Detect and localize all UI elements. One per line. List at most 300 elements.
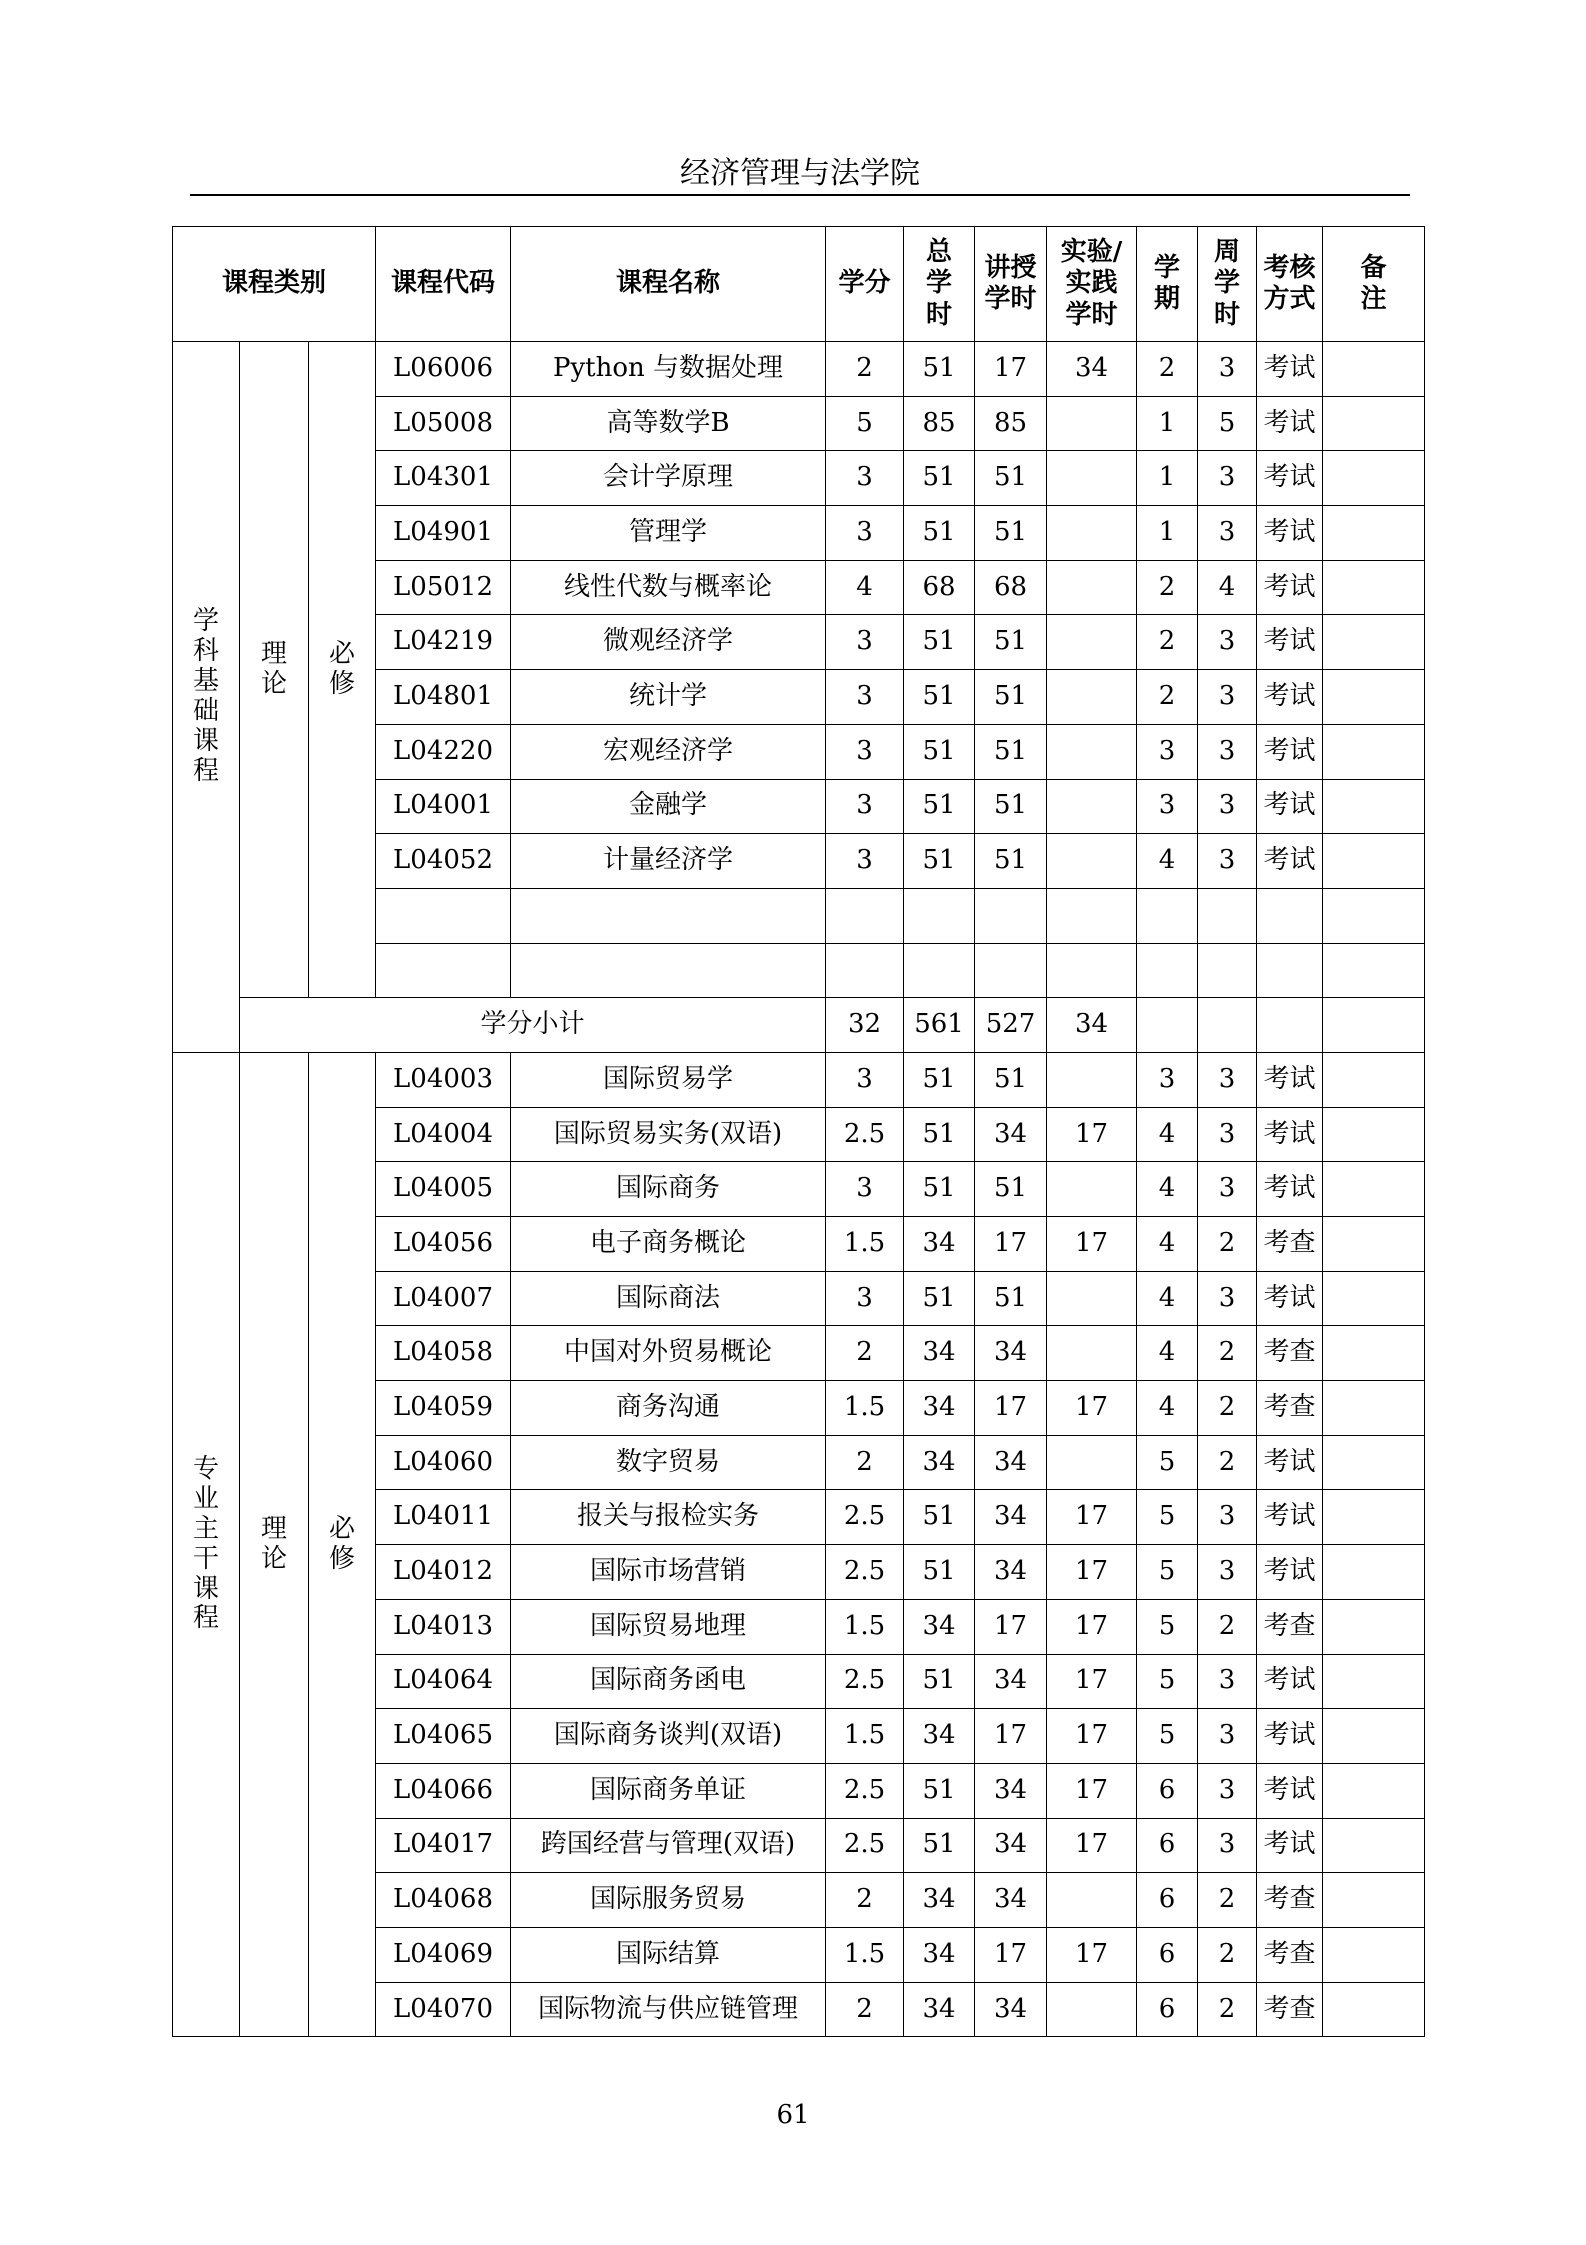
semester-cell: 3	[1137, 724, 1198, 779]
weekly-hours-cell: 3	[1198, 1271, 1257, 1326]
remarks-cell	[1323, 1763, 1425, 1818]
lab-hours-cell: 17	[1047, 1490, 1137, 1545]
total-hours-cell: 51	[904, 451, 975, 506]
course-code-cell	[376, 943, 511, 998]
column-header: 考核 方式	[1257, 227, 1323, 342]
total-hours-cell: 51	[904, 1818, 975, 1873]
lab-hours-cell	[1047, 834, 1137, 889]
assessment-cell	[1257, 888, 1323, 943]
lecture-hours-cell: 51	[975, 724, 1047, 779]
credits-cell: 1.5	[826, 1381, 904, 1436]
course-name-cell: 国际服务贸易	[511, 1873, 826, 1928]
lecture-hours-cell: 17	[975, 1927, 1047, 1982]
lab-hours-cell: 17	[1047, 1217, 1137, 1272]
curriculum-table	[172, 226, 1425, 2037]
lecture-hours-cell: 17	[975, 1599, 1047, 1654]
remarks-cell	[1323, 1435, 1425, 1490]
total-hours-cell: 51	[904, 1162, 975, 1217]
header-rule	[190, 194, 1410, 196]
credits-cell: 2	[826, 1326, 904, 1381]
total-hours-cell: 34	[904, 1326, 975, 1381]
course-name-cell: 金融学	[511, 779, 826, 834]
lecture-hours-cell: 51	[975, 779, 1047, 834]
course-name-cell: 国际贸易地理	[511, 1599, 826, 1654]
course-code-cell: L04001	[376, 779, 511, 834]
course-name-cell: 电子商务概论	[511, 1217, 826, 1272]
course-name-cell: 宏观经济学	[511, 724, 826, 779]
total-hours-cell: 34	[904, 1217, 975, 1272]
total-hours-cell: 34	[904, 1381, 975, 1436]
course-code-cell: L05008	[376, 396, 511, 451]
assessment-cell: 考试	[1257, 670, 1323, 725]
lab-hours-cell	[1047, 670, 1137, 725]
lecture-hours-cell: 17	[975, 342, 1047, 397]
assessment-cell: 考试	[1257, 1545, 1323, 1600]
semester-cell: 1	[1137, 396, 1198, 451]
course-name-cell: 国际商务谈判(双语)	[511, 1709, 826, 1764]
course-name-cell	[511, 943, 826, 998]
credits-cell: 2.5	[826, 1490, 904, 1545]
semester-cell: 4	[1137, 1381, 1198, 1436]
nature-cell: 理 论	[240, 342, 309, 998]
assessment-cell: 考试	[1257, 1763, 1323, 1818]
lab-hours-cell	[1047, 1052, 1137, 1107]
subtotal-assessment	[1257, 998, 1323, 1053]
weekly-hours-cell: 5	[1198, 396, 1257, 451]
weekly-hours-cell: 4	[1198, 560, 1257, 615]
total-hours-cell: 51	[904, 724, 975, 779]
remarks-cell	[1323, 834, 1425, 889]
total-hours-cell	[904, 888, 975, 943]
course-code-cell: L04066	[376, 1763, 511, 1818]
total-hours-cell: 51	[904, 615, 975, 670]
course-code-cell: L04011	[376, 1490, 511, 1545]
column-header: 讲授 学时	[975, 227, 1047, 342]
lab-hours-cell	[1047, 560, 1137, 615]
course-code-cell: L04068	[376, 1873, 511, 1928]
course-name-cell: 国际市场营销	[511, 1545, 826, 1600]
course-name-cell: 线性代数与概率论	[511, 560, 826, 615]
semester-cell: 5	[1137, 1599, 1198, 1654]
lecture-hours-cell: 17	[975, 1381, 1047, 1436]
assessment-cell: 考试	[1257, 1490, 1323, 1545]
course-name-cell: 高等数学B	[511, 396, 826, 451]
lecture-hours-cell: 68	[975, 560, 1047, 615]
semester-cell	[1137, 888, 1198, 943]
credits-cell: 3	[826, 834, 904, 889]
remarks-cell	[1323, 1982, 1425, 2037]
remarks-cell	[1323, 1927, 1425, 1982]
remarks-cell	[1323, 1162, 1425, 1217]
credits-cell: 5	[826, 396, 904, 451]
assessment-cell: 考查	[1257, 1873, 1323, 1928]
weekly-hours-cell: 3	[1198, 1709, 1257, 1764]
assessment-cell: 考试	[1257, 342, 1323, 397]
weekly-hours-cell: 3	[1198, 724, 1257, 779]
total-hours-cell: 51	[904, 1654, 975, 1709]
total-hours-cell: 68	[904, 560, 975, 615]
remarks-cell	[1323, 1818, 1425, 1873]
credits-cell	[826, 888, 904, 943]
assessment-cell: 考试	[1257, 1271, 1323, 1326]
credits-cell: 4	[826, 560, 904, 615]
credits-cell: 3	[826, 615, 904, 670]
course-name-cell: 数字贸易	[511, 1435, 826, 1490]
remarks-cell	[1323, 615, 1425, 670]
category-cell: 专 业 主 干 课 程	[173, 1052, 240, 2036]
table-row	[173, 342, 1425, 397]
course-code-cell: L04017	[376, 1818, 511, 1873]
lecture-hours-cell: 34	[975, 1763, 1047, 1818]
lecture-hours-cell: 34	[975, 1107, 1047, 1162]
lecture-hours-cell: 51	[975, 506, 1047, 561]
course-name-cell: 国际结算	[511, 1927, 826, 1982]
weekly-hours-cell: 3	[1198, 451, 1257, 506]
course-code-cell: L04220	[376, 724, 511, 779]
lecture-hours-cell: 34	[975, 1654, 1047, 1709]
lab-hours-cell	[1047, 506, 1137, 561]
semester-cell: 1	[1137, 506, 1198, 561]
course-name-cell: 国际商法	[511, 1271, 826, 1326]
lecture-hours-cell: 34	[975, 1490, 1047, 1545]
remarks-cell	[1323, 342, 1425, 397]
credits-cell: 3	[826, 670, 904, 725]
lab-hours-cell: 17	[1047, 1818, 1137, 1873]
remarks-cell	[1323, 1873, 1425, 1928]
remarks-cell	[1323, 560, 1425, 615]
course-name-cell: 国际商务	[511, 1162, 826, 1217]
lab-hours-cell	[1047, 779, 1137, 834]
semester-cell: 2	[1137, 342, 1198, 397]
course-name-cell: 国际物流与供应链管理	[511, 1982, 826, 2037]
column-header: 学分	[826, 227, 904, 342]
course-code-cell	[376, 888, 511, 943]
semester-cell: 6	[1137, 1873, 1198, 1928]
total-hours-cell: 85	[904, 396, 975, 451]
lab-hours-cell	[1047, 1873, 1137, 1928]
semester-cell: 5	[1137, 1545, 1198, 1600]
column-header: 课程名称	[511, 227, 826, 342]
assessment-cell: 考试	[1257, 724, 1323, 779]
credits-cell: 2	[826, 1982, 904, 2037]
column-header: 总 学 时	[904, 227, 975, 342]
course-code-cell: L05012	[376, 560, 511, 615]
semester-cell: 2	[1137, 670, 1198, 725]
credits-cell: 1.5	[826, 1217, 904, 1272]
lab-hours-cell: 17	[1047, 1381, 1137, 1436]
lab-hours-cell: 17	[1047, 1654, 1137, 1709]
nature-cell: 理 论	[240, 1052, 309, 2036]
lecture-hours-cell: 34	[975, 1818, 1047, 1873]
weekly-hours-cell: 3	[1198, 670, 1257, 725]
course-name-cell: 国际贸易学	[511, 1052, 826, 1107]
assessment-cell: 考查	[1257, 1326, 1323, 1381]
assessment-cell: 考试	[1257, 834, 1323, 889]
lecture-hours-cell: 51	[975, 670, 1047, 725]
assessment-cell	[1257, 943, 1323, 998]
subtotal-semester	[1137, 998, 1198, 1053]
lab-hours-cell: 17	[1047, 1107, 1137, 1162]
credits-cell: 2.5	[826, 1818, 904, 1873]
credits-cell: 1.5	[826, 1709, 904, 1764]
remarks-cell	[1323, 1107, 1425, 1162]
remarks-cell	[1323, 506, 1425, 561]
remarks-cell	[1323, 888, 1425, 943]
lab-hours-cell: 34	[1047, 342, 1137, 397]
remarks-cell	[1323, 1326, 1425, 1381]
semester-cell: 6	[1137, 1818, 1198, 1873]
remarks-cell	[1323, 670, 1425, 725]
column-header: 备 注	[1323, 227, 1425, 342]
table-body	[173, 342, 1425, 2037]
lab-hours-cell: 17	[1047, 1599, 1137, 1654]
course-code-cell: L04060	[376, 1435, 511, 1490]
weekly-hours-cell: 3	[1198, 1052, 1257, 1107]
weekly-hours-cell: 3	[1198, 342, 1257, 397]
course-code-cell: L04058	[376, 1326, 511, 1381]
semester-cell: 1	[1137, 451, 1198, 506]
course-code-cell: L04056	[376, 1217, 511, 1272]
column-header: 课程代码	[376, 227, 511, 342]
semester-cell: 6	[1137, 1763, 1198, 1818]
weekly-hours-cell: 3	[1198, 1654, 1257, 1709]
subtotal-weekly-hours	[1198, 998, 1257, 1053]
weekly-hours-cell: 3	[1198, 1107, 1257, 1162]
credits-cell: 3	[826, 1162, 904, 1217]
lecture-hours-cell: 34	[975, 1326, 1047, 1381]
semester-cell: 3	[1137, 1052, 1198, 1107]
total-hours-cell: 34	[904, 1599, 975, 1654]
lecture-hours-cell: 51	[975, 615, 1047, 670]
weekly-hours-cell: 2	[1198, 1381, 1257, 1436]
course-name-cell: 管理学	[511, 506, 826, 561]
total-hours-cell: 51	[904, 670, 975, 725]
weekly-hours-cell: 2	[1198, 1927, 1257, 1982]
assessment-cell: 考试	[1257, 1818, 1323, 1873]
course-code-cell: L04059	[376, 1381, 511, 1436]
credits-cell: 3	[826, 779, 904, 834]
lecture-hours-cell: 34	[975, 1435, 1047, 1490]
weekly-hours-cell: 3	[1198, 1763, 1257, 1818]
course-name-cell: 国际商务单证	[511, 1763, 826, 1818]
subtotal-lecture-hours: 527	[975, 998, 1047, 1053]
total-hours-cell: 34	[904, 1709, 975, 1764]
course-code-cell: L04064	[376, 1654, 511, 1709]
semester-cell: 2	[1137, 560, 1198, 615]
subtotal-label: 学分小计	[240, 998, 826, 1053]
remarks-cell	[1323, 1654, 1425, 1709]
weekly-hours-cell: 3	[1198, 506, 1257, 561]
course-code-cell: L04003	[376, 1052, 511, 1107]
total-hours-cell: 51	[904, 342, 975, 397]
lecture-hours-cell: 51	[975, 451, 1047, 506]
credits-cell: 2	[826, 1873, 904, 1928]
weekly-hours-cell: 3	[1198, 615, 1257, 670]
semester-cell: 5	[1137, 1435, 1198, 1490]
semester-cell: 4	[1137, 1217, 1198, 1272]
credits-cell: 2.5	[826, 1763, 904, 1818]
lab-hours-cell	[1047, 1435, 1137, 1490]
remarks-cell	[1323, 396, 1425, 451]
lecture-hours-cell: 85	[975, 396, 1047, 451]
total-hours-cell: 34	[904, 1435, 975, 1490]
credits-cell: 2.5	[826, 1545, 904, 1600]
semester-cell: 6	[1137, 1927, 1198, 1982]
weekly-hours-cell: 3	[1198, 779, 1257, 834]
weekly-hours-cell: 2	[1198, 1217, 1257, 1272]
assessment-cell: 考试	[1257, 615, 1323, 670]
credits-cell: 2.5	[826, 1107, 904, 1162]
lab-hours-cell	[1047, 396, 1137, 451]
lab-hours-cell: 17	[1047, 1709, 1137, 1764]
total-hours-cell: 51	[904, 1763, 975, 1818]
credits-cell: 3	[826, 1052, 904, 1107]
assessment-cell: 考试	[1257, 779, 1323, 834]
semester-cell: 4	[1137, 834, 1198, 889]
semester-cell: 5	[1137, 1654, 1198, 1709]
credits-cell: 3	[826, 451, 904, 506]
course-name-cell: 计量经济学	[511, 834, 826, 889]
semester-cell	[1137, 943, 1198, 998]
assessment-cell: 考试	[1257, 1162, 1323, 1217]
assessment-cell: 考试	[1257, 1435, 1323, 1490]
course-code-cell: L04052	[376, 834, 511, 889]
lab-hours-cell: 17	[1047, 1763, 1137, 1818]
course-name-cell: Python 与数据处理	[511, 342, 826, 397]
lab-hours-cell	[1047, 451, 1137, 506]
lecture-hours-cell	[975, 943, 1047, 998]
course-code-cell: L04801	[376, 670, 511, 725]
lab-hours-cell	[1047, 615, 1137, 670]
assessment-cell: 考试	[1257, 396, 1323, 451]
lecture-hours-cell	[975, 888, 1047, 943]
remarks-cell	[1323, 1545, 1425, 1600]
weekly-hours-cell	[1198, 888, 1257, 943]
lecture-hours-cell: 51	[975, 834, 1047, 889]
total-hours-cell: 51	[904, 779, 975, 834]
course-code-cell: L04070	[376, 1982, 511, 2037]
course-name-cell: 国际商务函电	[511, 1654, 826, 1709]
course-name-cell: 中国对外贸易概论	[511, 1326, 826, 1381]
subtotal-remarks	[1323, 998, 1425, 1053]
lecture-hours-cell: 17	[975, 1217, 1047, 1272]
semester-cell: 5	[1137, 1490, 1198, 1545]
lab-hours-cell	[1047, 943, 1137, 998]
column-header: 课程类别	[173, 227, 376, 342]
lab-hours-cell	[1047, 1982, 1137, 2037]
assessment-cell: 考试	[1257, 506, 1323, 561]
remarks-cell	[1323, 451, 1425, 506]
weekly-hours-cell: 2	[1198, 1982, 1257, 2037]
subtotal-row	[173, 998, 1425, 1053]
total-hours-cell: 51	[904, 1545, 975, 1600]
table-row	[173, 1052, 1425, 1107]
course-code-cell: L04301	[376, 451, 511, 506]
weekly-hours-cell: 2	[1198, 1599, 1257, 1654]
course-code-cell: L04065	[376, 1709, 511, 1764]
remarks-cell	[1323, 724, 1425, 779]
credits-cell: 3	[826, 1271, 904, 1326]
total-hours-cell: 34	[904, 1873, 975, 1928]
weekly-hours-cell	[1198, 943, 1257, 998]
semester-cell: 4	[1137, 1162, 1198, 1217]
lab-hours-cell	[1047, 888, 1137, 943]
course-code-cell: L04004	[376, 1107, 511, 1162]
total-hours-cell: 51	[904, 506, 975, 561]
semester-cell: 2	[1137, 615, 1198, 670]
weekly-hours-cell: 3	[1198, 1162, 1257, 1217]
subtotal-total-hours: 561	[904, 998, 975, 1053]
course-name-cell: 统计学	[511, 670, 826, 725]
remarks-cell	[1323, 1599, 1425, 1654]
lecture-hours-cell: 51	[975, 1052, 1047, 1107]
course-name-cell: 会计学原理	[511, 451, 826, 506]
course-name-cell: 跨国经营与管理(双语)	[511, 1818, 826, 1873]
course-name-cell: 国际贸易实务(双语)	[511, 1107, 826, 1162]
lecture-hours-cell: 51	[975, 1271, 1047, 1326]
remarks-cell	[1323, 1381, 1425, 1436]
table-header-row	[173, 227, 1425, 342]
course-code-cell: L06006	[376, 342, 511, 397]
total-hours-cell: 51	[904, 1107, 975, 1162]
course-code-cell: L04219	[376, 615, 511, 670]
remarks-cell	[1323, 1217, 1425, 1272]
lab-hours-cell: 17	[1047, 1545, 1137, 1600]
total-hours-cell: 51	[904, 834, 975, 889]
course-code-cell: L04013	[376, 1599, 511, 1654]
course-name-cell	[511, 888, 826, 943]
lecture-hours-cell: 34	[975, 1545, 1047, 1600]
remarks-cell	[1323, 1271, 1425, 1326]
lab-hours-cell	[1047, 1326, 1137, 1381]
weekly-hours-cell: 3	[1198, 1545, 1257, 1600]
semester-cell: 5	[1137, 1709, 1198, 1764]
lecture-hours-cell: 17	[975, 1709, 1047, 1764]
weekly-hours-cell: 3	[1198, 1818, 1257, 1873]
total-hours-cell: 34	[904, 1927, 975, 1982]
total-hours-cell: 51	[904, 1052, 975, 1107]
remarks-cell	[1323, 943, 1425, 998]
weekly-hours-cell: 2	[1198, 1873, 1257, 1928]
credits-cell	[826, 943, 904, 998]
weekly-hours-cell: 2	[1198, 1435, 1257, 1490]
assessment-cell: 考查	[1257, 1927, 1323, 1982]
assessment-cell: 考查	[1257, 1982, 1323, 2037]
credits-cell: 2	[826, 1435, 904, 1490]
weekly-hours-cell: 3	[1198, 1490, 1257, 1545]
assessment-cell: 考试	[1257, 451, 1323, 506]
remarks-cell	[1323, 779, 1425, 834]
credits-cell: 1.5	[826, 1599, 904, 1654]
type-cell: 必 修	[309, 1052, 376, 2036]
credits-cell: 3	[826, 724, 904, 779]
semester-cell: 3	[1137, 779, 1198, 834]
credits-cell: 3	[826, 506, 904, 561]
lab-hours-cell: 17	[1047, 1927, 1137, 1982]
semester-cell: 4	[1137, 1107, 1198, 1162]
course-name-cell: 微观经济学	[511, 615, 826, 670]
lab-hours-cell	[1047, 724, 1137, 779]
page-title: 经济管理与法学院	[680, 156, 920, 191]
course-name-cell: 商务沟通	[511, 1381, 826, 1436]
semester-cell: 4	[1137, 1326, 1198, 1381]
lecture-hours-cell: 34	[975, 1873, 1047, 1928]
course-code-cell: L04005	[376, 1162, 511, 1217]
lecture-hours-cell: 34	[975, 1982, 1047, 2037]
category-cell: 学 科 基 础 课 程	[173, 342, 240, 1053]
column-header: 学 期	[1137, 227, 1198, 342]
weekly-hours-cell: 3	[1198, 834, 1257, 889]
